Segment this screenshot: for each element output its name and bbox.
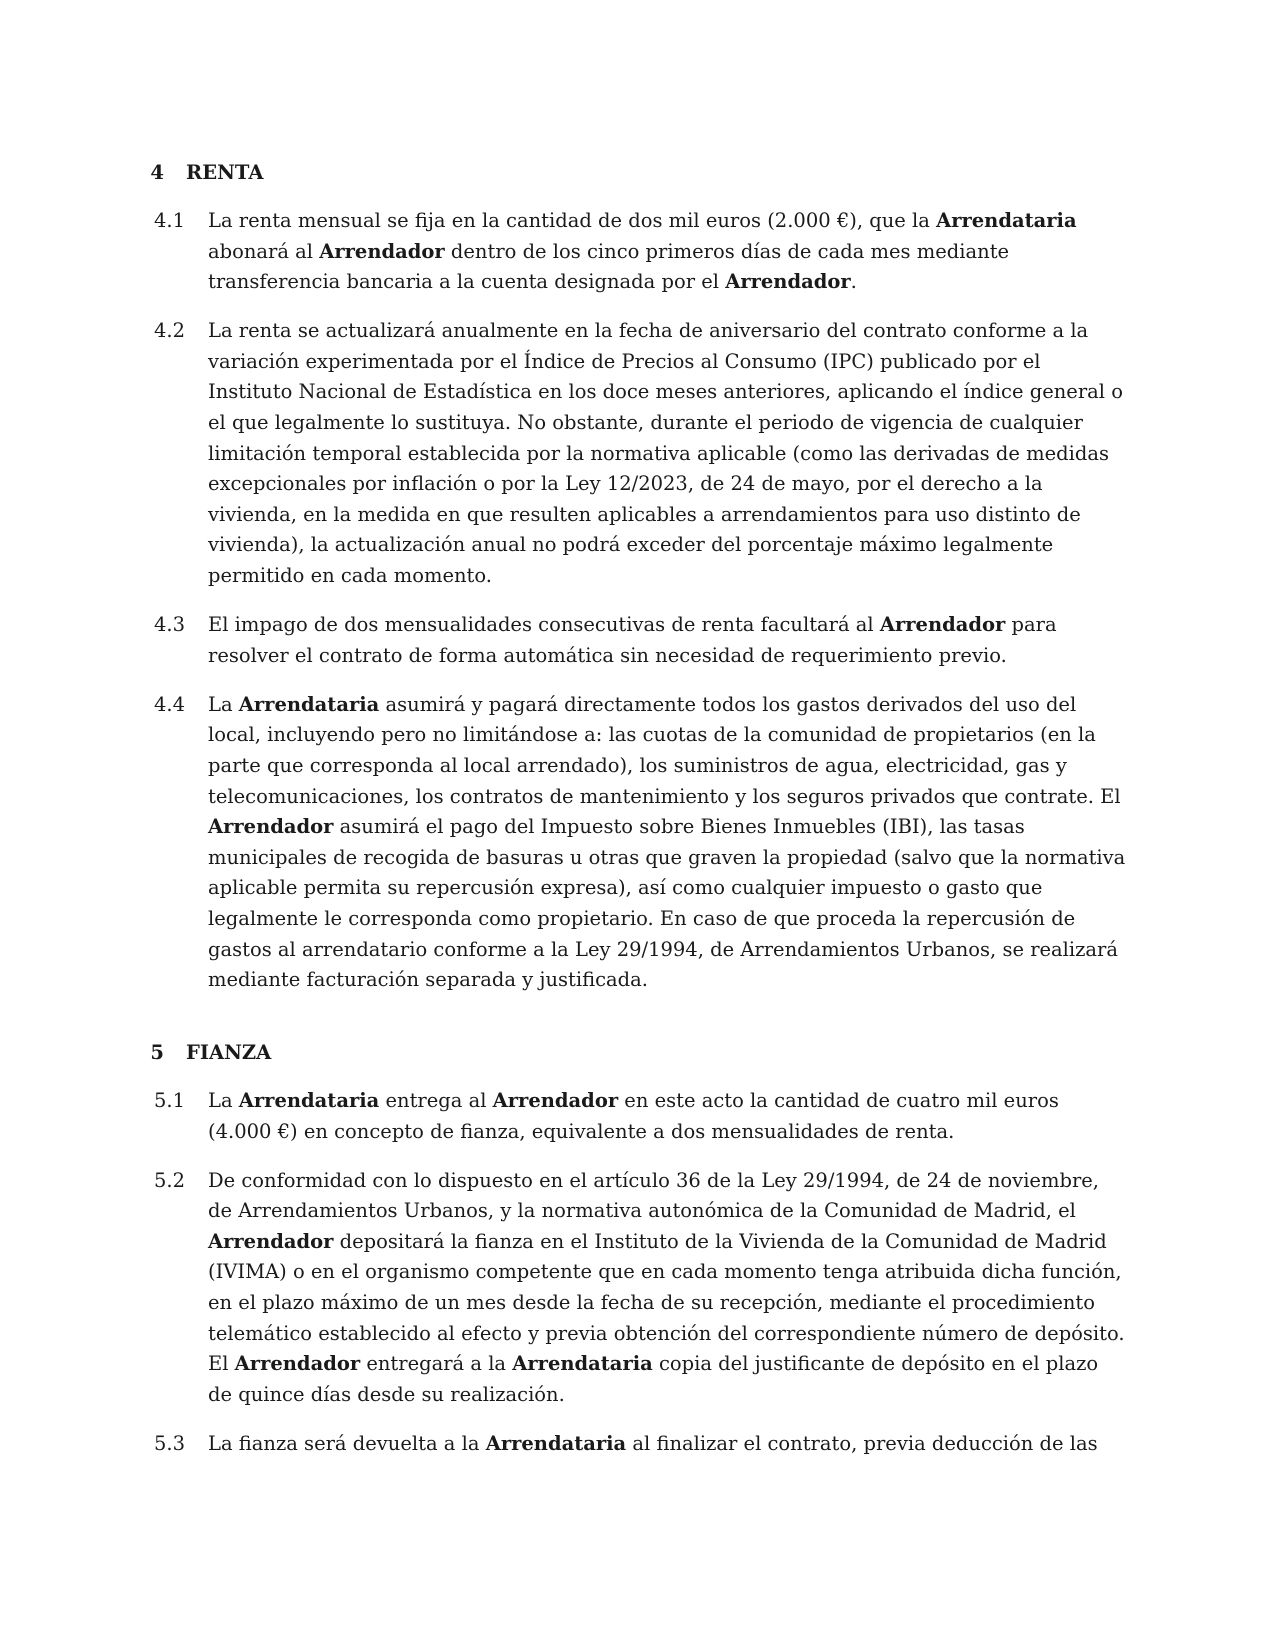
clause-text	[208, 1086, 1128, 1147]
clause-list	[0, 206, 1275, 996]
section-number: 5	[150, 1041, 164, 1064]
clause-number: 4.3	[154, 613, 186, 637]
clause-text-segment: en este acto la cantidad de cuatro mil euros (4.000 €) en concepto de fianza, equivalente a dos mensualidades de renta.	[208, 1089, 1059, 1143]
clause-list	[0, 1086, 1275, 1460]
clause-number: 4.4	[154, 692, 186, 716]
section-renta	[0, 158, 1275, 1014]
clause-text	[208, 1166, 1128, 1411]
clause-text-segment: asumirá y pagará directamente todos los gastos derivados del uso del local, incluyendo pero no limitándose a: las cuotas de la comunidad de propietarios (en la parte que corresponda al local arrendado), los suministros de agua, electricidad, gas y telecomunicaciones, los contratos de mantenimiento y los seguros privados que contrate. El	[208, 692, 1121, 808]
clause-text-segment: abonará al	[208, 239, 320, 263]
clause-5-1	[0, 1086, 1275, 1147]
clause-text-segment: al finalizar el contrato, previa deducción de las	[626, 1431, 1098, 1455]
clause-text-segment: El impago de dos mensualidades consecutivas de renta facultará al	[208, 613, 880, 637]
clause-text-segment: asumirá el pago del Impuesto sobre Bienes Inmuebles (IBI), las tasas municipales de recogida de basuras u otras que graven la propiedad (salvo que la normativa aplicable permita su repercusión expresa), así como cualquier impuesto o gasto que legalmente le corresponda como propietario. En caso de que proceda la repercusión de gastos al arrendatario conforme a la Ley 29/1994, de Arrendamientos Urbanos, se realizará mediante facturación separada y justificada.	[208, 815, 1126, 992]
clause-text-segment: entregará a la	[360, 1352, 513, 1376]
party-name: Arrendador	[492, 1089, 619, 1112]
clause-text-segment: copia del justificante de depósito en el plazo de quince días desde su realización.	[208, 1352, 1099, 1406]
clause-text-segment: .	[850, 270, 857, 294]
section-heading	[0, 158, 1275, 188]
section-title: RENTA	[186, 161, 264, 184]
clause-number: 4.2	[154, 319, 186, 343]
clause-text-segment: La	[208, 692, 239, 716]
clause-number: 4.1	[154, 209, 186, 232]
clause-4-3	[0, 610, 1275, 671]
clause-number: 5.3	[154, 1431, 186, 1455]
party-name: Arrendataria	[485, 1431, 627, 1455]
clause-5-3	[0, 1429, 1275, 1460]
clause-text-segment: De conformidad con lo dispuesto en el artículo 36 de la Ley 29/1994, de 24 de noviembre, de Arrendamientos Urbanos, y la normativa autonómica de la Comunidad de Madrid, el	[208, 1168, 1100, 1223]
clause-text-segment: depositará la fianza en el Instituto de la Vivienda de la Comunidad de Madrid (IVIMA) o en el organismo competente que en cada momento tenga atribuida dicha función, en el plazo máximo de un mes desde la fecha de su recepción, mediante el procedimiento telemático establecido al efecto y previa obtención del correspondiente número de depósito. El	[208, 1229, 1125, 1376]
clause-text-segment: La fianza será devuelta a la	[208, 1431, 486, 1455]
section-number: 4	[150, 161, 164, 184]
clause-5-2	[0, 1166, 1275, 1411]
party-name: Arrendador	[319, 239, 445, 263]
section-fianza	[0, 1038, 1275, 1478]
clause-text	[208, 1429, 1128, 1460]
party-name: Arrendataria	[238, 692, 380, 716]
party-name: Arrendataria	[512, 1352, 653, 1376]
clause-text	[208, 690, 1128, 996]
clause-text-segment: La renta se actualizará anualmente en la fecha de aniversario del contrato conforme a la variación experimentada por el Índice de Precios al Consumo (IPC) publicado por el Instituto Nacional de Estadística en los doce meses anteriores, aplicando el índice general o el que legalmente lo sustituya. No obstante, durante el periodo de vigencia de cualquier limitación temporal establecida por la normativa aplicable (como las derivadas de medidas excepcionales por inflación o por la Ley 12/2023, de 24 de mayo, por el derecho a la vivienda, en la medida en que resulten aplicables a arrendamientos para uso distinto de vivienda), la actualización anual no podrá exceder del porcentaje máximo legalmente permitido en cada momento.	[208, 319, 1123, 588]
clause-text	[208, 206, 1128, 298]
clause-4-2	[0, 316, 1275, 591]
clause-text-segment: dentro de los cinco primeros días de cada mes mediante transferencia bancaria a la cuenta designada por el	[208, 239, 1010, 294]
party-name: Arrendador	[208, 1229, 334, 1253]
party-name: Arrendador	[725, 270, 851, 294]
clause-4-1	[0, 206, 1275, 298]
section-heading	[0, 1038, 1275, 1068]
clause-number: 5.2	[154, 1168, 186, 1192]
clause-text-segment: para resolver el contrato de forma automática sin necesidad de requerimiento previo.	[208, 613, 1057, 667]
party-name: Arrendataria	[936, 209, 1077, 232]
party-name: Arrendataria	[238, 1089, 380, 1112]
party-name: Arrendador	[208, 815, 334, 839]
clause-number: 5.1	[154, 1089, 186, 1112]
clause-text	[208, 610, 1128, 671]
section-title: FIANZA	[186, 1041, 272, 1064]
clause-4-4	[0, 690, 1275, 996]
clause-text	[208, 316, 1128, 591]
clause-text-segment: La renta mensual se fija en la cantidad de dos mil euros (2.000 €), que la	[208, 209, 937, 232]
party-name: Arrendador	[879, 613, 1006, 637]
clause-text-segment: entrega al	[379, 1089, 493, 1112]
clause-text-segment: La	[208, 1089, 239, 1112]
party-name: Arrendador	[234, 1352, 361, 1376]
